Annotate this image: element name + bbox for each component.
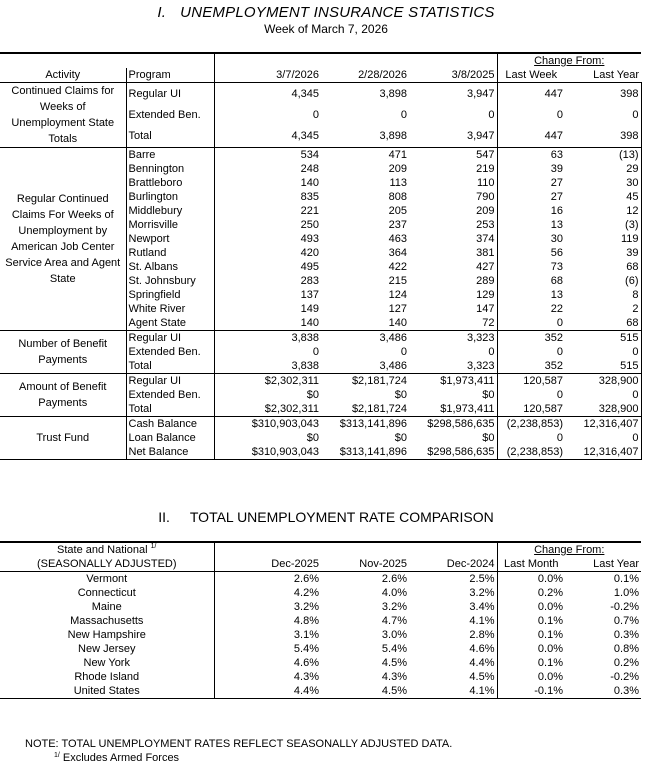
program-cell: Burlington xyxy=(126,190,214,204)
blank-cell xyxy=(409,542,497,557)
state-cell: Rhode Island xyxy=(74,671,140,683)
header-last-year: Last Year xyxy=(565,68,641,83)
rate-cell: 4.0% xyxy=(381,587,407,599)
value-cell: 3,838 xyxy=(214,331,321,346)
header-row xyxy=(0,557,641,572)
table-row xyxy=(0,83,641,105)
value-cell: 63 xyxy=(497,148,565,163)
value-cell: $2,302,311 xyxy=(214,402,321,417)
value-cell: 12,316,407 xyxy=(565,417,641,432)
value-cell: 219 xyxy=(476,163,495,175)
blank-cell xyxy=(126,53,214,68)
group-label: Trust Fund xyxy=(0,417,126,460)
table-row xyxy=(0,331,641,346)
change-from-text: Change From: xyxy=(534,55,605,67)
change-from-text: Change From: xyxy=(534,544,605,556)
value-cell: 0 xyxy=(497,388,565,402)
value-cell: 427 xyxy=(476,261,495,273)
header-week-prior: 2/28/2026 xyxy=(321,68,409,83)
value-cell: 398 xyxy=(565,83,641,105)
value-cell: (2,238,853) xyxy=(497,445,565,460)
value-cell: 3,947 xyxy=(409,126,497,148)
rate-cell: 2.6% xyxy=(381,573,407,585)
value-cell: 0 xyxy=(488,108,495,121)
value-cell: 4,345 xyxy=(214,126,321,148)
rate-cell: 2.6% xyxy=(214,572,321,587)
value-cell: 73 xyxy=(497,260,565,274)
value-cell: 364 xyxy=(388,247,407,259)
value-cell: 0 xyxy=(565,388,641,402)
rate-cell: 0.0% xyxy=(537,601,563,613)
table-row xyxy=(0,417,641,432)
value-cell: 471 xyxy=(388,149,407,161)
rate-cell: 3.2% xyxy=(409,586,497,600)
rate-cell: 0.0% xyxy=(537,643,563,655)
header-program: Program xyxy=(126,68,214,83)
value-cell: 0 xyxy=(565,104,641,125)
value-cell: $310,903,043 xyxy=(214,445,321,460)
value-cell: $1,973,411 xyxy=(409,402,497,417)
value-cell: 3,947 xyxy=(466,87,495,100)
program-cell: Middlebury xyxy=(126,204,214,218)
blank-cell xyxy=(321,53,409,68)
rate-cell: 5.4% xyxy=(214,642,321,656)
table-row xyxy=(0,628,641,642)
value-cell: (2,238,853) xyxy=(497,417,565,432)
value-cell: 289 xyxy=(476,275,495,287)
rate-cell: 4.8% xyxy=(214,614,321,628)
change-from-label xyxy=(497,53,641,68)
program-cell: Bennington xyxy=(126,162,214,176)
value-cell: 0 xyxy=(214,345,321,359)
program-cell: Extended Ben. xyxy=(126,388,214,402)
program-cell: Regular UI xyxy=(126,374,214,389)
value-cell: $2,302,311 xyxy=(214,374,321,389)
program-cell: White River xyxy=(126,302,214,316)
value-cell: 248 xyxy=(214,162,321,176)
rate-cell: 3.2% xyxy=(214,600,321,614)
header-col: Dec-2025 xyxy=(214,557,321,572)
program-cell: Regular UI xyxy=(126,83,214,105)
rate-cell: 0.3% xyxy=(565,684,641,699)
value-cell: 205 xyxy=(388,205,407,217)
value-cell: 352 xyxy=(497,331,565,346)
program-cell: Springfield xyxy=(126,288,214,302)
group-label: Regular Continued Claims For Weeks of Unemployment by American Job Center Service Area and Agent State xyxy=(0,148,126,331)
program-cell: Newport xyxy=(126,232,214,246)
value-cell: 209 xyxy=(476,205,495,217)
table-row xyxy=(0,374,641,389)
value-cell: 3,323 xyxy=(466,332,495,344)
value-cell: 120,587 xyxy=(497,374,565,389)
value-cell: 0 xyxy=(400,108,407,121)
rate-cell: 2.8% xyxy=(409,628,497,642)
header-activity: Activity xyxy=(0,68,126,83)
header-state-national-text: State and National xyxy=(57,544,148,556)
program-cell: Loan Balance xyxy=(126,431,214,445)
header-seasonally-adjusted: (SEASONALLY ADJUSTED) xyxy=(0,557,214,572)
value-cell: 16 xyxy=(497,204,565,218)
value-cell: 3,898 xyxy=(379,87,407,100)
state-cell: United States xyxy=(0,684,214,699)
rate-cell: 4.1% xyxy=(409,684,497,699)
unemployment-rate-table xyxy=(0,541,641,699)
section1-title xyxy=(0,4,652,21)
footnote-mark: 1/ xyxy=(54,752,60,759)
value-cell: 149 xyxy=(214,302,321,316)
program-cell: Brattleboro xyxy=(126,176,214,190)
rate-cell: 0.0% xyxy=(537,671,563,683)
section2-number: II. xyxy=(158,509,170,525)
program-cell: Regular UI xyxy=(126,331,214,346)
value-cell: $1,973,411 xyxy=(440,375,495,387)
value-cell: 0 xyxy=(488,346,495,358)
value-cell: 0 xyxy=(497,316,565,331)
value-cell: $0 xyxy=(394,389,407,401)
value-cell: 45 xyxy=(565,190,641,204)
header-col: Last Year xyxy=(565,557,641,572)
value-cell: 72 xyxy=(409,316,497,331)
value-cell: 13 xyxy=(497,288,565,302)
value-cell: 250 xyxy=(214,218,321,232)
value-cell: 495 xyxy=(214,260,321,274)
section1-title-text: UNEMPLOYMENT INSURANCE STATISTICS xyxy=(180,4,495,21)
value-cell: $0 xyxy=(394,432,407,444)
value-cell: (13) xyxy=(565,148,641,163)
state-cell: Maine xyxy=(91,601,122,613)
value-cell: 221 xyxy=(214,204,321,218)
program-cell: Net Balance xyxy=(126,445,214,460)
rate-cell: 0.3% xyxy=(613,629,639,641)
table-row xyxy=(0,586,641,600)
value-cell: $0 xyxy=(482,432,495,444)
value-cell: 352 xyxy=(497,359,565,374)
program-cell: Barre xyxy=(126,148,214,163)
value-cell: 13 xyxy=(497,218,565,232)
rate-cell: 4.5% xyxy=(409,670,497,684)
program-cell: Morrisville xyxy=(126,218,214,232)
rate-cell: 0.2% xyxy=(613,657,639,669)
rate-cell: 4.6% xyxy=(214,656,321,670)
rate-cell: 4.5% xyxy=(381,657,407,669)
rate-cell: 0.1% xyxy=(537,629,563,641)
group-label: Amount of Benefit Payments xyxy=(0,374,126,417)
rate-cell: 0.0% xyxy=(537,573,563,585)
rate-cell: 4.2% xyxy=(214,586,321,600)
table-row xyxy=(0,670,641,684)
value-cell: 8 xyxy=(565,288,641,302)
value-cell: 120,587 xyxy=(497,402,565,417)
blank-cell xyxy=(214,542,321,557)
value-cell: 140 xyxy=(321,316,409,331)
rate-cell: 4.1% xyxy=(409,614,497,628)
rate-cell: 4.4% xyxy=(409,656,497,670)
rate-cell: 3.1% xyxy=(214,628,321,642)
table-row xyxy=(0,656,641,670)
value-cell: 0 xyxy=(497,104,565,125)
section1-subtitle: Week of March 7, 2026 xyxy=(264,22,388,36)
value-cell: 113 xyxy=(389,177,407,189)
value-cell: 2 xyxy=(565,302,641,316)
header-row xyxy=(0,68,641,83)
value-cell: 447 xyxy=(497,83,565,105)
value-cell: 12 xyxy=(565,204,641,218)
value-cell: 12,316,407 xyxy=(565,445,641,460)
value-cell: 420 xyxy=(214,246,321,260)
value-cell: 140 xyxy=(214,176,321,190)
rate-cell: 0.1% xyxy=(537,615,563,627)
section1-number: I. xyxy=(157,4,167,21)
value-cell: $313,141,896 xyxy=(321,445,409,460)
state-cell: Vermont xyxy=(86,573,128,585)
rate-cell: 3.2% xyxy=(381,601,407,613)
value-cell: 381 xyxy=(476,247,495,259)
header-week-last-year: 3/8/2025 xyxy=(409,68,497,83)
value-cell: 0 xyxy=(214,104,321,125)
value-cell: 515 xyxy=(565,359,641,374)
value-cell: 3,838 xyxy=(214,359,321,374)
value-cell: 4,345 xyxy=(214,83,321,105)
value-cell: 422 xyxy=(388,261,407,273)
rate-cell: 3.0% xyxy=(381,629,407,641)
value-cell: 129 xyxy=(476,289,495,301)
rate-cell: 4.4% xyxy=(214,684,321,699)
value-cell: 39 xyxy=(497,162,565,176)
value-cell: 328,900 xyxy=(565,374,641,389)
value-cell: 56 xyxy=(497,246,565,260)
value-cell: 110 xyxy=(476,177,495,189)
state-cell: New Hampshire xyxy=(67,629,146,641)
program-cell: Extended Ben. xyxy=(126,345,214,359)
rate-cell: 2.5% xyxy=(409,572,497,587)
rate-cell: -0.2% xyxy=(610,671,639,683)
value-cell: $0 xyxy=(482,389,495,401)
rate-cell: 4.3% xyxy=(381,671,407,683)
value-cell: 22 xyxy=(497,302,565,316)
state-cell: New York xyxy=(83,657,130,669)
value-cell: (6) xyxy=(565,274,641,288)
value-cell: $2,181,724 xyxy=(321,402,409,417)
header-row-change xyxy=(0,542,641,557)
blank-cell xyxy=(214,53,321,68)
table-row xyxy=(0,684,641,699)
rate-cell: -0.2% xyxy=(610,601,639,613)
rate-cell: 0.1% xyxy=(537,657,563,669)
value-cell: $310,903,043 xyxy=(214,417,321,432)
value-cell: 808 xyxy=(388,191,407,203)
value-cell: 68 xyxy=(565,316,641,331)
value-cell: 209 xyxy=(388,163,407,175)
group-label: Continued Claims for Weeks of Unemployment State Totals xyxy=(0,83,126,148)
program-cell: Cash Balance xyxy=(126,417,214,432)
value-cell: 534 xyxy=(214,148,321,163)
program-cell: Total xyxy=(126,402,214,417)
value-cell: 515 xyxy=(565,331,641,346)
value-cell: $2,181,724 xyxy=(351,375,407,387)
state-cell: New Jersey xyxy=(78,643,136,655)
value-cell: 137 xyxy=(214,288,321,302)
table-row xyxy=(0,572,641,587)
value-cell: 3,486 xyxy=(321,359,409,374)
value-cell: 0 xyxy=(497,345,565,359)
rate-cell: 5.4% xyxy=(381,643,407,655)
rate-cell: 0.2% xyxy=(537,587,563,599)
header-col: Nov-2025 xyxy=(321,557,409,572)
header-col: Last Month xyxy=(497,557,565,572)
state-cell: Massachusetts xyxy=(70,615,144,627)
value-cell: 547 xyxy=(476,149,495,161)
rate-cell: 4.7% xyxy=(381,615,407,627)
rate-cell: 3.4% xyxy=(409,600,497,614)
group-label: Number of Benefit Payments xyxy=(0,331,126,374)
section2-title-text: TOTAL UNEMPLOYMENT RATE COMPARISON xyxy=(189,509,494,525)
rate-cell: 4.3% xyxy=(214,670,321,684)
blank-cell xyxy=(409,53,497,68)
header-col: Dec-2024 xyxy=(409,557,497,572)
value-cell: 447 xyxy=(497,126,565,148)
value-cell: 68 xyxy=(565,260,641,274)
value-cell: 0 xyxy=(565,345,641,359)
rate-cell: 0.1% xyxy=(613,573,639,585)
program-cell: St. Albans xyxy=(126,260,214,274)
value-cell: (3) xyxy=(565,218,641,232)
value-cell: 215 xyxy=(388,275,407,287)
header-week-current: 3/7/2026 xyxy=(214,68,321,83)
rate-cell: 4.6% xyxy=(409,642,497,656)
program-cell: Total xyxy=(126,126,214,148)
rate-cell: 4.5% xyxy=(321,684,409,699)
value-cell: 328,900 xyxy=(565,402,641,417)
blank-cell xyxy=(0,53,126,68)
program-cell: Agent State xyxy=(126,316,214,331)
value-cell: 0 xyxy=(400,346,407,358)
program-cell: Total xyxy=(126,359,214,374)
program-cell: St. Johnsbury xyxy=(126,274,214,288)
program-cell: Rutland xyxy=(126,246,214,260)
value-cell: 147 xyxy=(476,303,495,315)
value-cell: 39 xyxy=(565,246,641,260)
header-footnote-mark: 1/ xyxy=(150,543,157,550)
value-cell: 0 xyxy=(565,431,641,445)
value-cell: 27 xyxy=(497,176,565,190)
value-cell: 3,486 xyxy=(379,332,407,344)
header-state-national xyxy=(0,542,214,557)
value-cell: 283 xyxy=(214,274,321,288)
rate-cell: 0.7% xyxy=(613,615,639,627)
program-cell: Extended Ben. xyxy=(126,104,214,125)
blank-cell xyxy=(321,542,409,557)
footnote xyxy=(54,752,179,764)
value-cell: 29 xyxy=(565,162,641,176)
ui-statistics-table xyxy=(0,52,642,460)
value-cell: $0 xyxy=(214,388,321,402)
header-last-week: Last Week xyxy=(497,68,565,83)
change-from-label xyxy=(497,542,641,557)
value-cell: $298,586,635 xyxy=(427,418,495,430)
table-row xyxy=(0,600,641,614)
value-cell: 27 xyxy=(497,190,565,204)
rate-cell: 0.8% xyxy=(613,643,639,655)
value-cell: 127 xyxy=(388,303,407,315)
value-cell: 374 xyxy=(476,233,495,245)
value-cell: $313,141,896 xyxy=(339,418,407,430)
value-cell: 790 xyxy=(476,191,495,203)
value-cell: 3,898 xyxy=(321,126,409,148)
table-row xyxy=(0,148,641,163)
value-cell: $0 xyxy=(214,431,321,445)
value-cell: 835 xyxy=(214,190,321,204)
value-cell: $298,586,635 xyxy=(409,445,497,460)
table-row xyxy=(0,614,641,628)
section2-title xyxy=(0,509,652,525)
table-row xyxy=(0,642,641,656)
value-cell: 237 xyxy=(388,219,407,231)
rate-cell: 1.0% xyxy=(613,587,639,599)
state-cell: Connecticut xyxy=(77,587,136,599)
rate-cell: -0.1% xyxy=(497,684,565,699)
value-cell: 3,323 xyxy=(409,359,497,374)
value-cell: 30 xyxy=(565,176,641,190)
header-row-change xyxy=(0,53,641,68)
footnote-text: Excludes Armed Forces xyxy=(62,752,180,764)
value-cell: 0 xyxy=(497,431,565,445)
value-cell: 68 xyxy=(497,274,565,288)
note-text: NOTE: TOTAL UNEMPLOYMENT RATES REFLECT SEASONALLY ADJUSTED DATA. xyxy=(25,738,453,750)
value-cell: 124 xyxy=(388,289,407,301)
value-cell: 30 xyxy=(497,232,565,246)
value-cell: 398 xyxy=(565,126,641,148)
value-cell: 253 xyxy=(476,219,495,231)
value-cell: 493 xyxy=(214,232,321,246)
value-cell: 463 xyxy=(388,233,407,245)
value-cell: 119 xyxy=(565,232,641,246)
value-cell: 140 xyxy=(214,316,321,331)
